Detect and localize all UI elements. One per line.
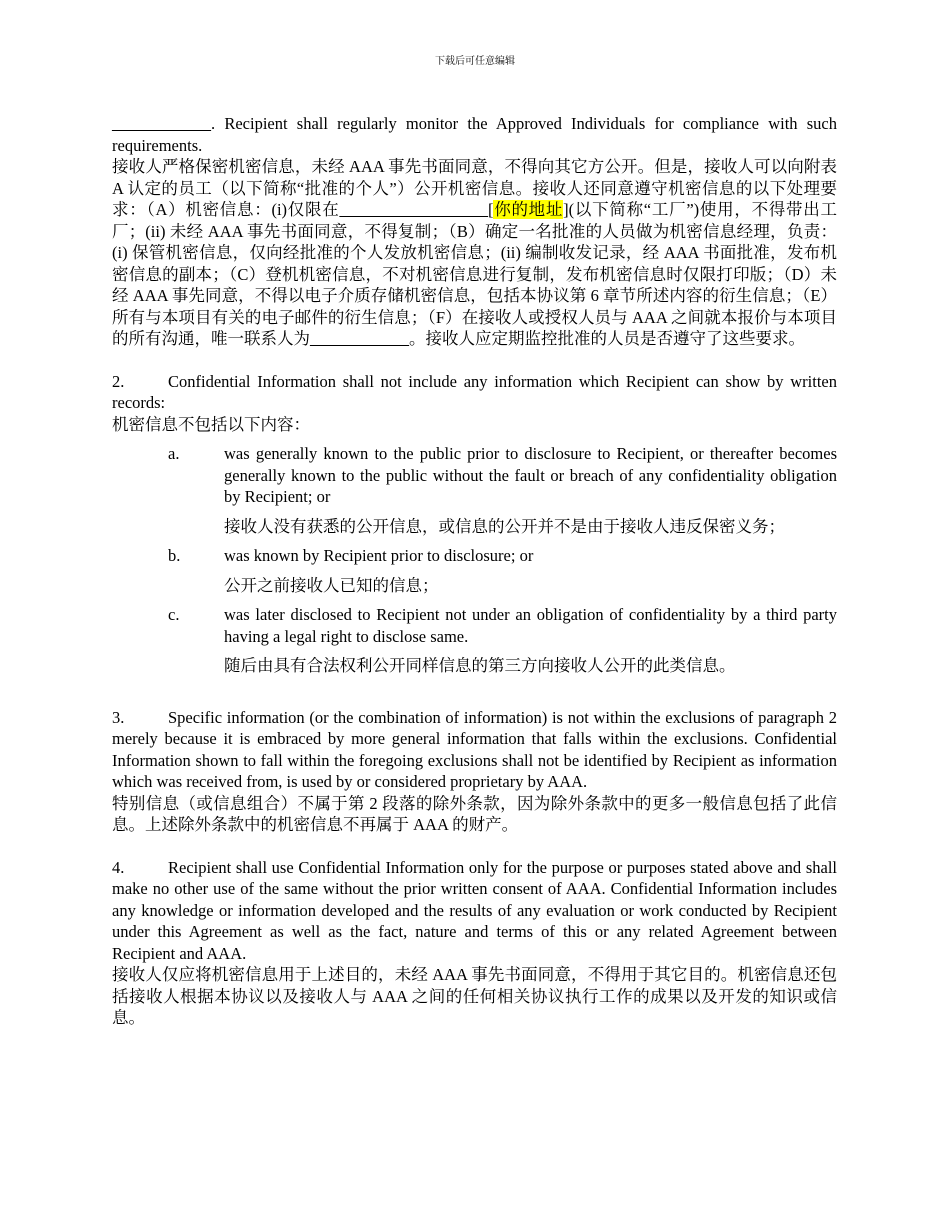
section2-number: 2. <box>112 371 125 391</box>
intro-zh-part1: 接收人严格保密机密信息，未经 AAA 事先书面同意，不得向其它方公开。但是，接收人可以向附表 A 认定的员工（以下简称“批准的个人”）公开机密信息。接收人还同意遵守机密信息的以下处理要求：（A）机密信息：(i)仅限在 <box>112 157 837 219</box>
document-body <box>112 113 837 1029</box>
item-en: was known by Recipient prior to disclosure; or <box>224 546 534 565</box>
header-text: 下载后可任意编辑 <box>435 56 515 67</box>
item-en: was later disclosed to Recipient not under an obligation of confidentiality by a third party having a legal right to disclose same. <box>224 605 837 646</box>
intro-zh-part2: (以下简称“工厂”)使用，不得带出工厂；(ii) 未经 AAA 事先书面同意，不得复制；（B）确定一名批准的人员做为机密信息经理，负责：(i) 保管机密信息，仅向经批准的个人发放机密信息；(ii) 编制收发记录，经 AAA 书面批准，发布机密信息的副本；（C）登机机密信息，不对机密信息进行复制，发布机密信息时仅限打印版；（D）未经 AAA 事先同意，不得以电子介质存储机密信息，包括本协议第 6 章节所述内容的衍生信息；（E）所有与本项目有关的电子邮件的衍生信息；（F）在接收人或授权人员与 AAA 之间就本报价与本项目的所有沟通，唯一联系人为 <box>112 200 837 348</box>
section4-number: 4. <box>112 857 125 877</box>
section2-en <box>112 371 837 414</box>
intro-en <box>112 113 837 156</box>
spacer <box>112 677 837 707</box>
intro-zh-blank2: ____________ <box>310 329 409 348</box>
section4-zh: 接收人仅应将机密信息用于上述目的，未经 AAA 事先书面同意，不得用于其它目的。机密信息还包括接收人根据本协议以及接收人与 AAA 之间的任何相关协议执行工作的成果以及开发的知识或信息。 <box>112 965 837 1027</box>
address-highlight: 你的地址 <box>493 200 564 219</box>
spacer <box>112 836 837 857</box>
item-c-zh: 随后由具有合法权利公开同样信息的第三方向接收人公开的此类信息。 <box>224 656 736 675</box>
section4-en <box>112 857 837 965</box>
section3-number: 3. <box>112 707 125 727</box>
intro-en-text: . Recipient shall regularly monitor the Approved Individuals for compliance with such requirements. <box>112 114 837 155</box>
list-item-b <box>112 545 837 567</box>
item-label: c. <box>168 605 180 624</box>
intro-zh-blank: __________________ <box>339 200 488 219</box>
item-en: was generally known to the public prior to disclosure to Recipient, or thereafter becomes generally known to the public without the fault or breach of any confidentiality obligation by Recipient; or <box>224 444 837 506</box>
item-label: b. <box>168 546 181 565</box>
section2-zh: 机密信息不包括以下内容： <box>112 414 310 434</box>
item-label: a. <box>168 444 180 463</box>
bracket-close: ] <box>563 200 569 219</box>
section4-en-text: Recipient shall use Confidential Information only for the purpose or purposes stated above and shall make no other use of the same without the prior written consent of AAA. Confidential Information includes any knowledge or information developed and the results of any evaluation or work conducted by Recipient under this Agreement as well as the fact, nature and terms of this or any related Agreement between Recipient and AAA. <box>112 857 837 963</box>
intro-en-blank: ____________ <box>112 114 211 133</box>
section3-en <box>112 707 837 793</box>
list-item-a <box>112 443 837 508</box>
section2-en-text: Confidential Information shall not include any information which Recipient can show by written records: <box>112 371 837 412</box>
item-a-zh: 接收人没有获悉的公开信息，或信息的公开并不是由于接收人违反保密义务； <box>224 516 785 536</box>
section3-zh: 特别信息（或信息组合）不属于第 2 段落的除外条款，因为除外条款中的更多一般信息包括了此信息。上述除外条款中的机密信息不再属于 AAA 的财产。 <box>112 793 837 834</box>
list-item-c <box>112 604 837 647</box>
intro-zh <box>112 156 837 350</box>
spacer <box>112 350 837 371</box>
section3-en-text: Specific information (or the combination of information) is not within the exclusions of paragraph 2 merely because it is embraced by more general information that falls within the exclusions. Confidential Information shown to fall within the foregoing exclusions shall not be identified by Recipient as information which was received from, is used by or considered proprietary by AAA. <box>112 707 837 791</box>
item-b-zh: 公开之前接收人已知的信息； <box>224 575 439 595</box>
page-header <box>0 55 950 69</box>
bracket-open: [ <box>487 200 494 219</box>
intro-zh-part3: 。接收人应定期监控批准的人员是否遵守了这些要求。 <box>409 329 805 348</box>
